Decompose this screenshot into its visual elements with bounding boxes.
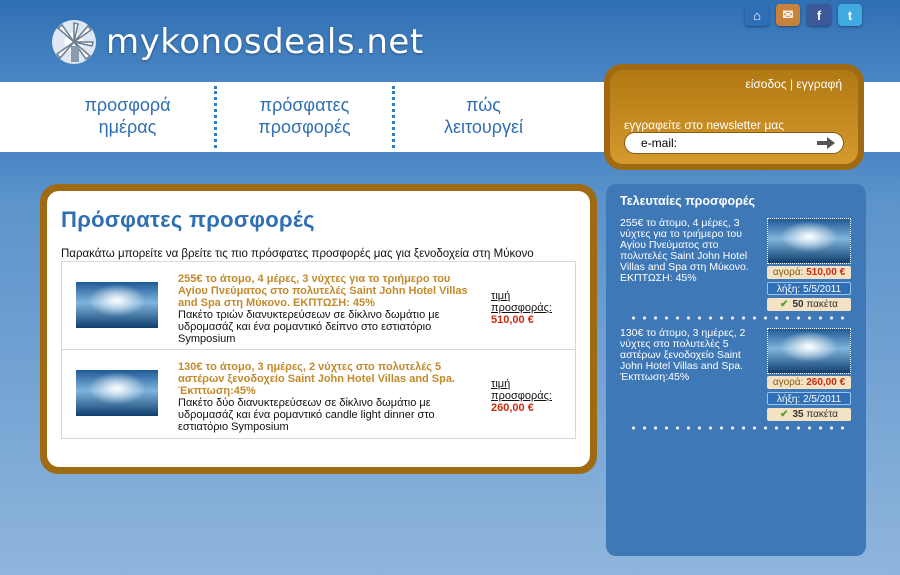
register-link[interactable]: εγγραφή: [796, 77, 842, 91]
nav-label-line2: λειτουργεί: [444, 117, 523, 137]
offer-price-label[interactable]: τιμή προσφοράς:: [491, 378, 552, 402]
page-title: Πρόσφατες προσφορές: [61, 207, 315, 232]
offer-image[interactable]: [76, 370, 158, 416]
check-icon: ✔: [780, 299, 789, 310]
offer-body: Πακέτο δύο διανυκτερεύσεων σε δίκλινο δωμάτιο με υδρομασάζ και ένα ρομαντικό candle light dinner στο εστιατόριο Symposium: [178, 397, 435, 433]
sidebar-divider: [628, 316, 848, 320]
offer-image[interactable]: [76, 282, 158, 328]
sidebar-count-tag: [767, 298, 851, 311]
nav-recent-offers[interactable]: [217, 94, 392, 138]
nav-label-line1: πρόσφατες: [259, 95, 350, 115]
sidebar-count-label: πακέτα: [806, 409, 838, 420]
sidebar-expiry: 5/5/2011: [802, 284, 842, 295]
nav-label-line1: πώς: [466, 95, 501, 115]
nav-label-line1: προσφορά: [84, 95, 171, 115]
sidebar-price: 260,00 €: [806, 377, 846, 388]
sidebar-offer-text[interactable]: 130€ το άτομο, 3 ημέρες, 2 νύχτες στο πολυτελές 5 αστέρων ξενοδοχείο Saint John Hotel Villas and Spa. Έκπτωση:45%: [620, 327, 746, 383]
sidebar-offer-image[interactable]: [767, 328, 851, 374]
offer-price-box: [491, 378, 561, 414]
sidebar-offer-text[interactable]: 255€ το άτομο, 4 μέρες, 3 νύχτες για το τριήμερο του Αγίου Πνεύματος στο πολυτελές Saint John Hotel Villas and Spa στη Μύκονο. ΕΚΠΤΩΣΗ: 45%: [620, 217, 749, 284]
sidebar-expiry-label: λήξη:: [776, 284, 801, 295]
sidebar-expiry-tag: [767, 282, 851, 295]
logo-text: mykonosdeals.net: [106, 22, 424, 62]
offer-headline[interactable]: 130€ το άτομο, 3 ημέρες, 2 νύχτες στο πολυτελές 5 αστέρων ξενοδοχείο Saint John Hotel Villas and Spa. Έκπτωση:45%: [178, 361, 456, 397]
newsletter-email-input[interactable]: [624, 132, 844, 154]
nav-label-line2: ημέρας: [98, 117, 157, 137]
offer-description: [178, 361, 478, 433]
login-link[interactable]: είσοδος: [745, 77, 787, 91]
sidebar-price-label: αγορά:: [772, 377, 804, 388]
sidebar-offer-image[interactable]: [767, 218, 851, 264]
account-link-separator: |: [789, 77, 794, 91]
mail-icon[interactable]: ✉: [776, 4, 800, 26]
offer-row[interactable]: [62, 262, 575, 350]
email-placeholder: e-mail:: [641, 136, 678, 150]
sidebar-expiry-tag: [767, 392, 851, 405]
social-links: [745, 4, 862, 26]
sidebar-divider: [628, 426, 848, 430]
sidebar-price: 510,00 €: [806, 267, 846, 278]
nav-deal-of-day[interactable]: [40, 94, 215, 138]
home-icon[interactable]: ⌂: [745, 4, 769, 26]
offer-body: Πακέτο τριών διανυκτερεύσεων σε δίκλινο δωμάτιο με υδρομασάζ και ένα ρομαντικό δείπνο στο εστιατόριο Symposium: [178, 309, 440, 345]
sidebar-count: 50: [792, 299, 804, 310]
offer-price-box: [491, 290, 561, 326]
windmill-icon: [52, 20, 96, 64]
sidebar-count-label: πακέτα: [806, 299, 838, 310]
offer-price: 510,00 €: [491, 314, 534, 326]
account-box: [604, 64, 864, 170]
facebook-icon[interactable]: f: [807, 4, 831, 26]
sidebar-title: Τελευταίες προσφορές: [620, 194, 756, 208]
sidebar-expiry-label: λήξη:: [776, 394, 801, 405]
newsletter-label: εγγραφείτε στο newsletter μας: [624, 118, 784, 132]
check-icon: ✔: [780, 409, 789, 420]
sidebar-count-tag: [767, 408, 851, 421]
account-box-inner: [610, 70, 858, 164]
offer-headline[interactable]: 255€ το άτομο, 4 μέρες, 3 νύχτες για το τριήμερο του Αγίου Πνεύματος στο πολυτελές Saint John Hotel Villas and Spa στη Μύκονο. ΕΚΠΤΩΣΗ: 45%: [178, 273, 468, 309]
sidebar-price-tag: [767, 376, 851, 389]
sidebar-count: 35: [792, 409, 804, 420]
latest-offers-sidebar: [606, 184, 866, 556]
nav-how-it-works[interactable]: [396, 94, 571, 138]
nav-divider: [392, 86, 395, 148]
offer-list: [61, 261, 576, 439]
sidebar-price-label: αγορά:: [772, 267, 804, 278]
offer-price-label[interactable]: τιμή προσφοράς:: [491, 290, 552, 314]
submit-arrow-icon[interactable]: [817, 135, 835, 151]
sidebar-expiry: 2/5/2011: [802, 394, 842, 405]
offer-price: 260,00 €: [491, 402, 534, 414]
twitter-icon[interactable]: t: [838, 4, 862, 26]
sidebar-price-tag: [767, 266, 851, 279]
account-links: [745, 77, 842, 91]
recent-offers-panel: [40, 184, 597, 474]
site-logo[interactable]: [52, 14, 424, 70]
intro-text: Παρακάτω μπορείτε να βρείτε τις πιο πρόσφατες προσφορές μας για ξενοδοχεία στη Μύκονο: [61, 248, 534, 260]
recent-offers-inner: [47, 191, 590, 467]
nav-label-line2: προσφορές: [258, 117, 351, 137]
offer-row[interactable]: [62, 350, 575, 438]
offer-description: [178, 273, 478, 345]
